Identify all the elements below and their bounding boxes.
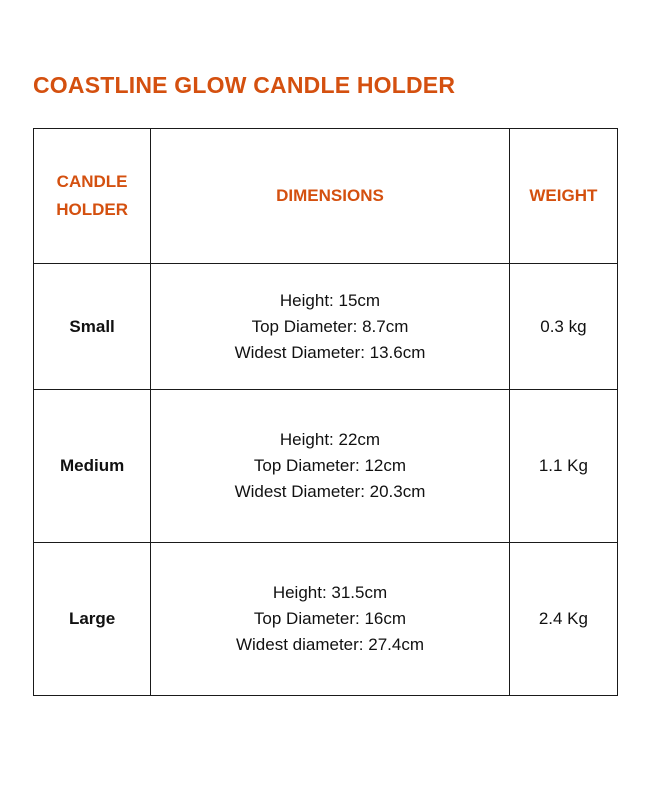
- top-diameter-value: Top Diameter: 12cm: [253, 456, 407, 475]
- height-value: Height: 15cm: [279, 290, 381, 310]
- table-row: [34, 264, 618, 390]
- table-row: [34, 390, 618, 543]
- column-header-candle-holder-line2: HOLDER: [56, 200, 128, 219]
- size-spec-table: [33, 128, 618, 696]
- column-header-weight: WEIGHT: [509, 129, 617, 264]
- weight-cell: 1.1 Kg: [509, 390, 617, 543]
- height-value: Height: 31.5cm: [272, 583, 388, 602]
- dimensions-cell: [151, 264, 510, 390]
- widest-diameter-value: Widest Diameter: 13.6cm: [234, 342, 426, 362]
- dimensions-cell: [151, 390, 510, 543]
- weight-cell: 0.3 kg: [509, 264, 617, 390]
- column-header-candle-holder: [34, 129, 151, 264]
- widest-diameter-value: Widest diameter: 27.4cm: [235, 635, 424, 654]
- table-header-row: [34, 129, 618, 264]
- top-diameter-value: Top Diameter: 16cm: [253, 609, 407, 628]
- height-value: Height: 22cm: [279, 430, 381, 449]
- weight-cell: 2.4 Kg: [509, 543, 617, 696]
- size-cell: Large: [34, 543, 151, 696]
- column-header-dimensions: DIMENSIONS: [151, 129, 510, 264]
- size-cell: Small: [34, 264, 151, 390]
- widest-diameter-value: Widest Diameter: 20.3cm: [234, 482, 426, 501]
- page-title: COASTLINE GLOW CANDLE HOLDER: [33, 72, 456, 98]
- table-row: [34, 543, 618, 696]
- top-diameter-value: Top Diameter: 8.7cm: [251, 316, 409, 336]
- dimensions-cell: [151, 543, 510, 696]
- column-header-candle-holder-line1: CANDLE: [56, 172, 128, 191]
- size-cell: Medium: [34, 390, 151, 543]
